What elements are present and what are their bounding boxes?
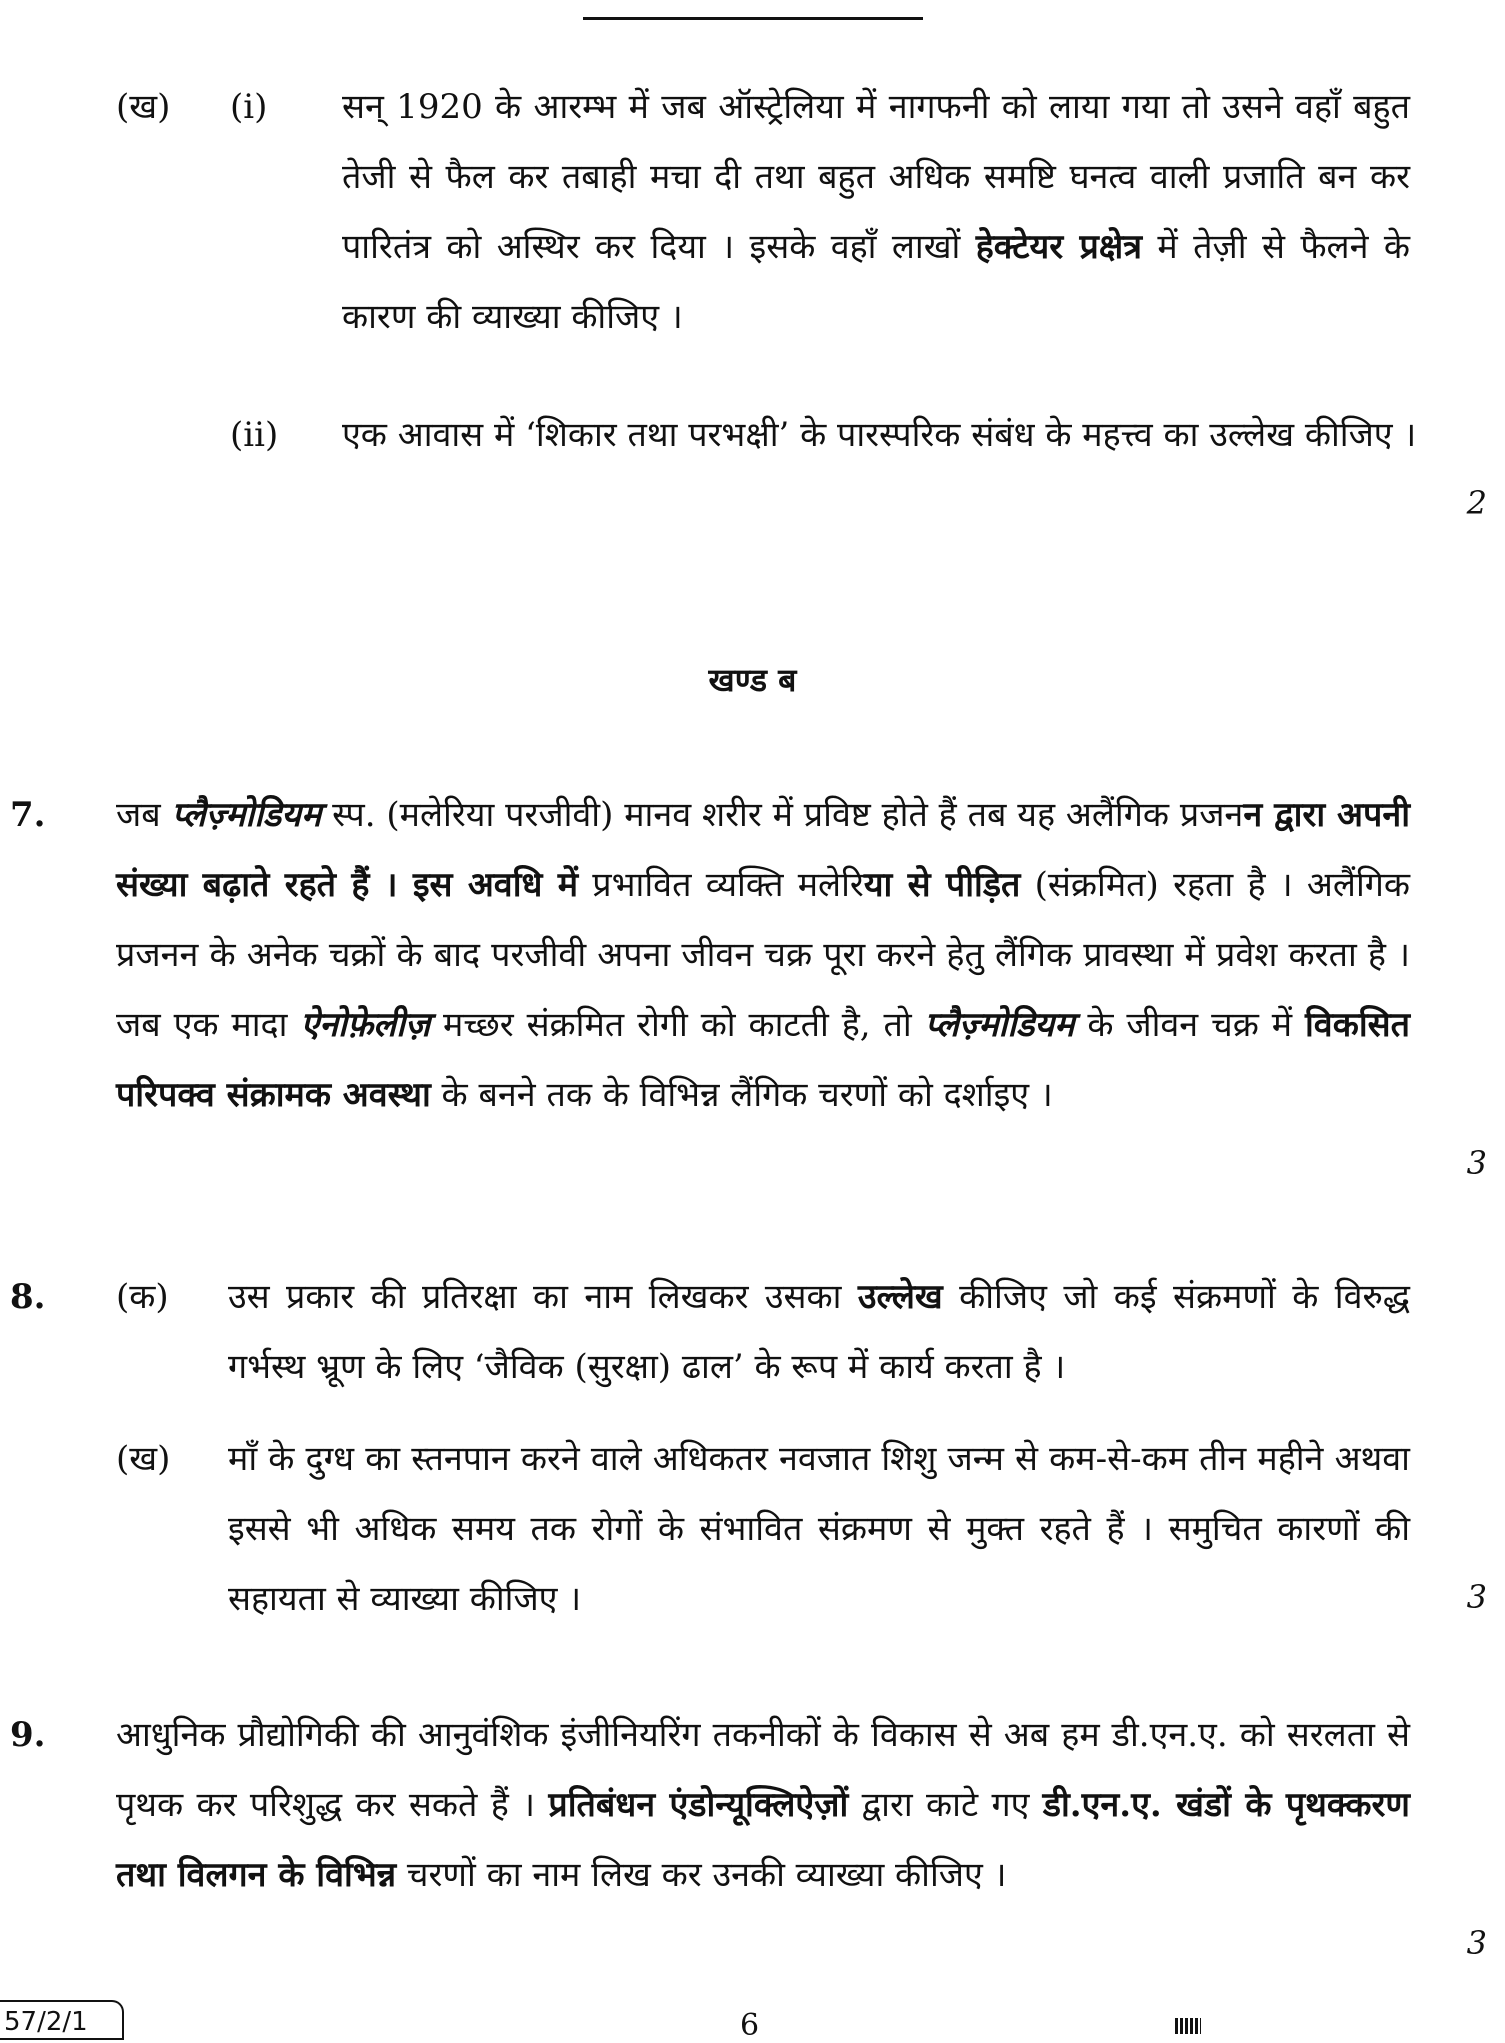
q6-sub-i-text: सन् 1920 के आरम्भ में जब ऑस्ट्रेलिया में नागफनी को लाया गया तो उसने वहाँ बहुत तेजी से फैल कर तबाही मचा दी तथा बहुत अधिक समष्टि घनत्व वाली प्रजाति बन कर पारितंत्र को अस्थिर कर दिया । इसके वहाँ लाखों हेक्टेयर प्रक्षेत्र में तेज़ी से फैलने के कारण की व्याख्या कीजिए । bbox=[342, 87, 1410, 337]
q6-sub-ii-text: एक आवास में ‘शिकार तथा परभक्षी’ के पारस्परिक संबंध के महत्त्व का उल्लेख कीजिए । bbox=[342, 415, 1417, 455]
q6-sub-i-bold: हेक्टेयर प्रक्षेत्र bbox=[975, 227, 1143, 267]
q6-sub-ii-label: (ii) bbox=[230, 415, 279, 455]
qr-code-icon bbox=[1175, 2018, 1201, 2034]
q9-number: 9. bbox=[10, 1715, 46, 1755]
q8-part-kha-label: (ख) bbox=[116, 1439, 171, 1479]
paper-code-box: 57/2/1 bbox=[0, 2000, 124, 2040]
q9-text: आधुनिक प्रौद्योगिकी की आनुवंशिक इंजीनियरिंग तकनीकों के विकास से अब हम डी.एन.ए. को सरलता से पृथक कर परिशुद्ध कर सकते हैं । प्रतिबंधन एंडोन्यूक्लिऐज़ों द्वारा काटे गए डी.एन.ए. खंडों के पृथक्करण तथा विलगन के विभिन्न चरणों का नाम लिख कर उनकी व्याख्या कीजिए । bbox=[116, 1715, 1410, 1895]
q6-marks: 2 bbox=[1466, 484, 1487, 522]
q9-marks: 3 bbox=[1466, 1924, 1487, 1962]
q8-part-ka-text: उस प्रकार की प्रतिरक्षा का नाम लिखकर उसका उल्लेख कीजिए जो कई संक्रमणों के विरुद्ध गर्भस्थ भ्रूण के लिए ‘जैविक (सुरक्षा) ढाल’ के रूप में कार्य करता है । bbox=[228, 1277, 1410, 1387]
page-number: 6 bbox=[740, 2008, 760, 2043]
top-divider bbox=[583, 17, 923, 20]
q7-text: जब प्लैज़्मोडियम स्प. (मलेरिया परजीवी) मानव शरीर में प्रविष्ट होते हैं तब यह अलैंगिक प्रजनन द्वारा अपनी संख्या बढ़ाते रहते हैं । इस अवधि में प्रभावित व्यक्ति मलेरिया से पीड़ित (संक्रमित) रहता है । अलैंगिक प्रजनन के अनेक चक्रों के बाद परजीवी अपना जीवन चक्र पूरा करने हेतु लैंगिक प्रावस्था में प्रवेश करता है । जब एक मादा ऐनोफ़ेलीज़ मच्छर संक्रमित रोगी को काटती है, तो प्लैज़्मोडियम के जीवन चक्र में विकसित परिपक्व संक्रामक अवस्था के बनने तक के विभिन्न लैंगिक चरणों को दर्शाइए । bbox=[116, 795, 1411, 1115]
q6-sub-i-label: (i) bbox=[230, 87, 268, 127]
q8-marks: 3 bbox=[1466, 1578, 1487, 1616]
q8-part-kha-text: माँ के दुग्ध का स्तनपान करने वाले अधिकतर नवजात शिशु जन्म से कम-से-कम तीन महीने अथवा इससे भी अधिक समय तक रोगों के संभावित संक्रमण से मुक्त रहते हैं । समुचित कारणों की सहायता से व्याख्या कीजिए । bbox=[228, 1439, 1410, 1619]
q8-number: 8. bbox=[10, 1277, 46, 1317]
section-heading: खण्ड ब bbox=[708, 661, 797, 699]
q7-number: 7. bbox=[10, 795, 46, 835]
q6-part-kha-label: (ख) bbox=[116, 87, 171, 127]
q7-marks: 3 bbox=[1466, 1144, 1487, 1182]
q8-part-ka-label: (क) bbox=[116, 1277, 169, 1317]
